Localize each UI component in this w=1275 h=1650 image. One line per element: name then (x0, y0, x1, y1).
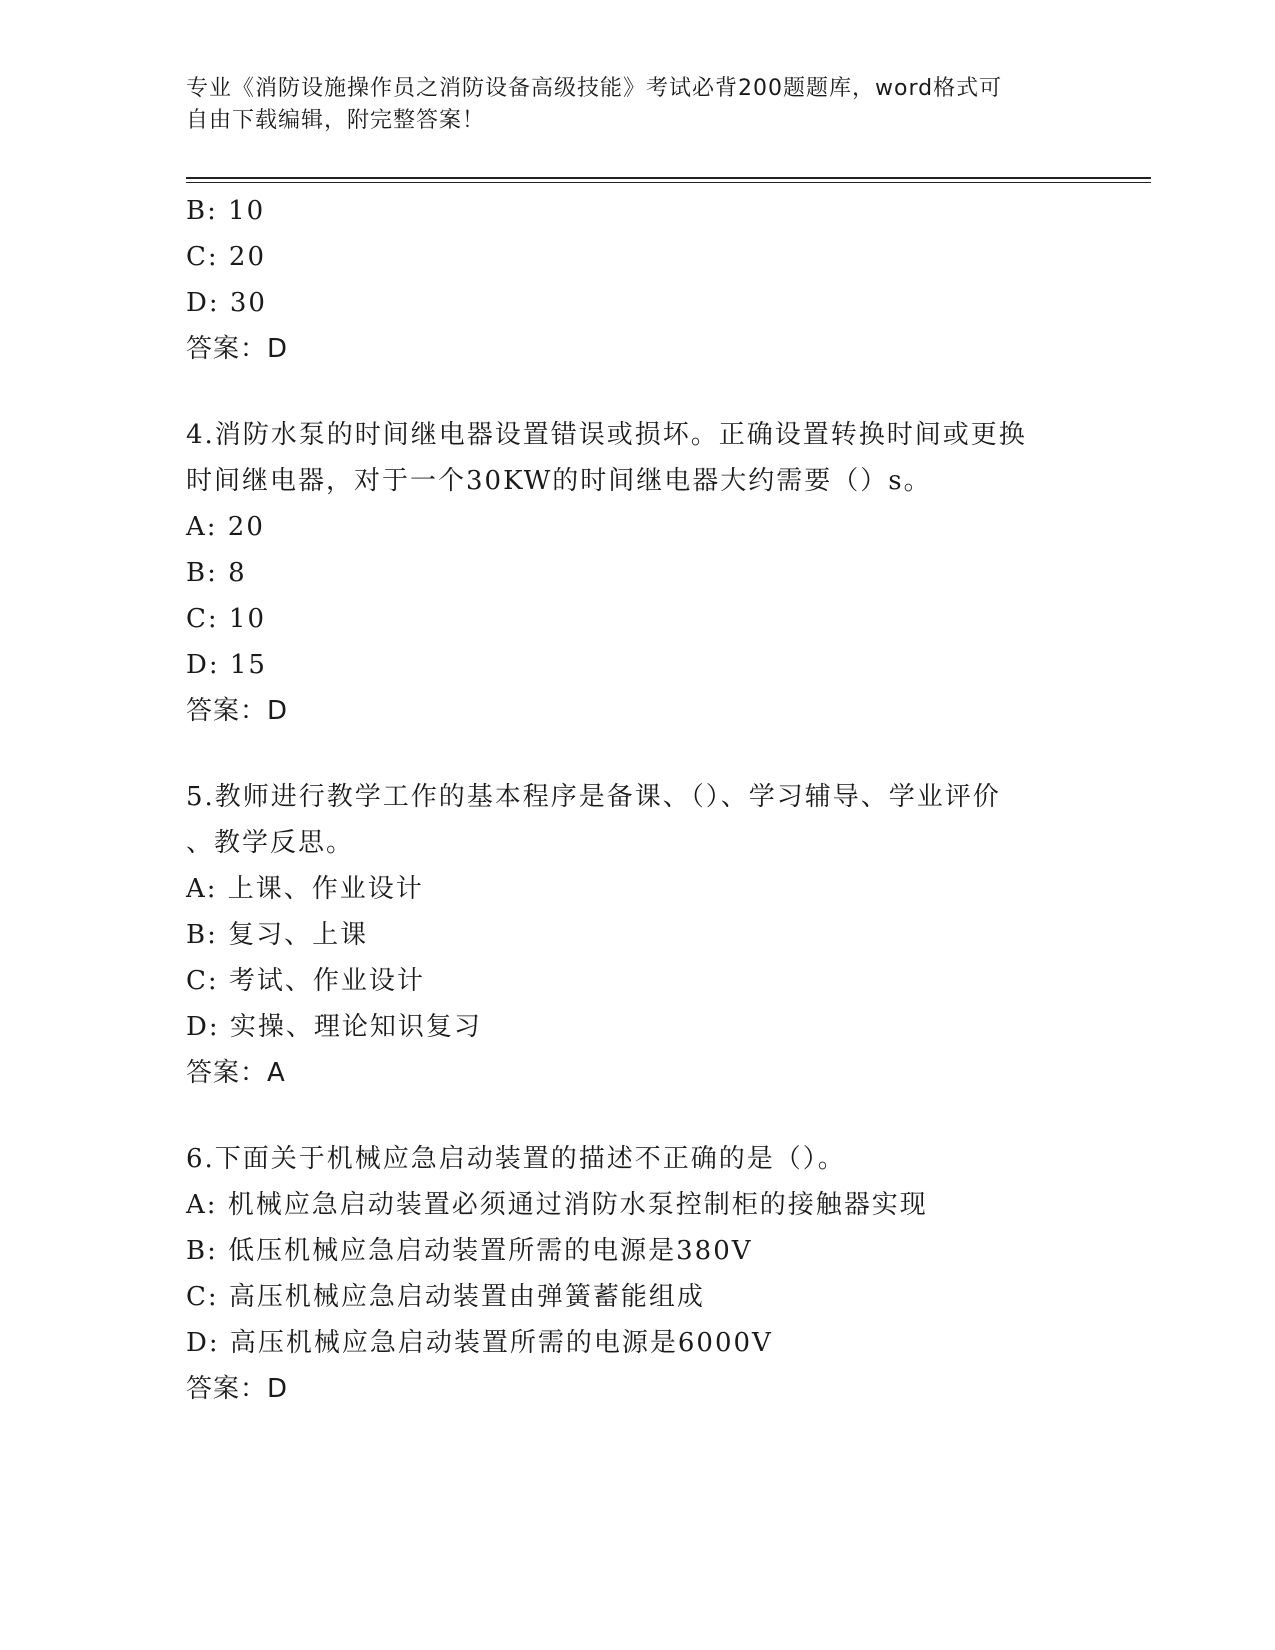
question-block-4 (186, 412, 1066, 734)
option-c: C: 20 (186, 242, 267, 272)
answer: 答案：D (186, 696, 289, 726)
header-line-1: 专业《消防设施操作员之消防设备高级技能》考试必背200题题库，word格式可 (186, 76, 1003, 101)
header-rule-thick (186, 177, 1151, 179)
answer: 答案：D (186, 1374, 289, 1404)
answer: 答案：A (186, 1058, 286, 1088)
option-d: D: 30 (186, 288, 267, 318)
question-text-line-2: 时间继电器，对于一个30KW的时间继电器大约需要（）s。 (186, 466, 932, 496)
option-a: A: 20 (186, 512, 265, 542)
option-b: B: 低压机械应急启动装置所需的电源是380V (186, 1236, 753, 1266)
document-header (186, 73, 1066, 137)
question-block-6 (186, 1136, 1066, 1412)
option-c: C: 10 (186, 604, 267, 634)
option-b: B: 10 (186, 196, 266, 226)
header-rule-thin (186, 182, 1151, 183)
question-text-line-1: 5.教师进行教学工作的基本程序是备课、（）、学习辅导、学业评价 (186, 782, 1001, 812)
question-text-line-2: 、教学反思。 (186, 828, 355, 858)
question-text-line-1: 4.消防水泵的时间继电器设置错误或损坏。正确设置转换时间或更换 (186, 420, 1027, 450)
option-d: D: 15 (186, 650, 267, 680)
option-c: C: 考试、作业设计 (186, 966, 425, 996)
option-d: D: 高压机械应急启动装置所需的电源是6000V (186, 1328, 773, 1358)
document-body (186, 188, 1066, 1412)
header-line-2: 自由下载编辑，附完整答案！ (186, 108, 486, 133)
question-text-line-1: 6.下面关于机械应急启动装置的描述不正确的是（）。 (186, 1144, 846, 1174)
option-b: B: 复习、上课 (186, 920, 369, 950)
option-c: C: 高压机械应急启动装置由弹簧蓄能组成 (186, 1282, 705, 1312)
option-a: A: 机械应急启动装置必须通过消防水泵控制柜的接触器实现 (186, 1190, 928, 1220)
question-block-5 (186, 774, 1066, 1096)
option-d: D: 实操、理论知识复习 (186, 1012, 482, 1042)
option-b: B: 8 (186, 558, 247, 588)
option-a: A: 上课、作业设计 (186, 874, 424, 904)
question-block-3 (186, 188, 1066, 372)
answer: 答案：D (186, 334, 289, 364)
